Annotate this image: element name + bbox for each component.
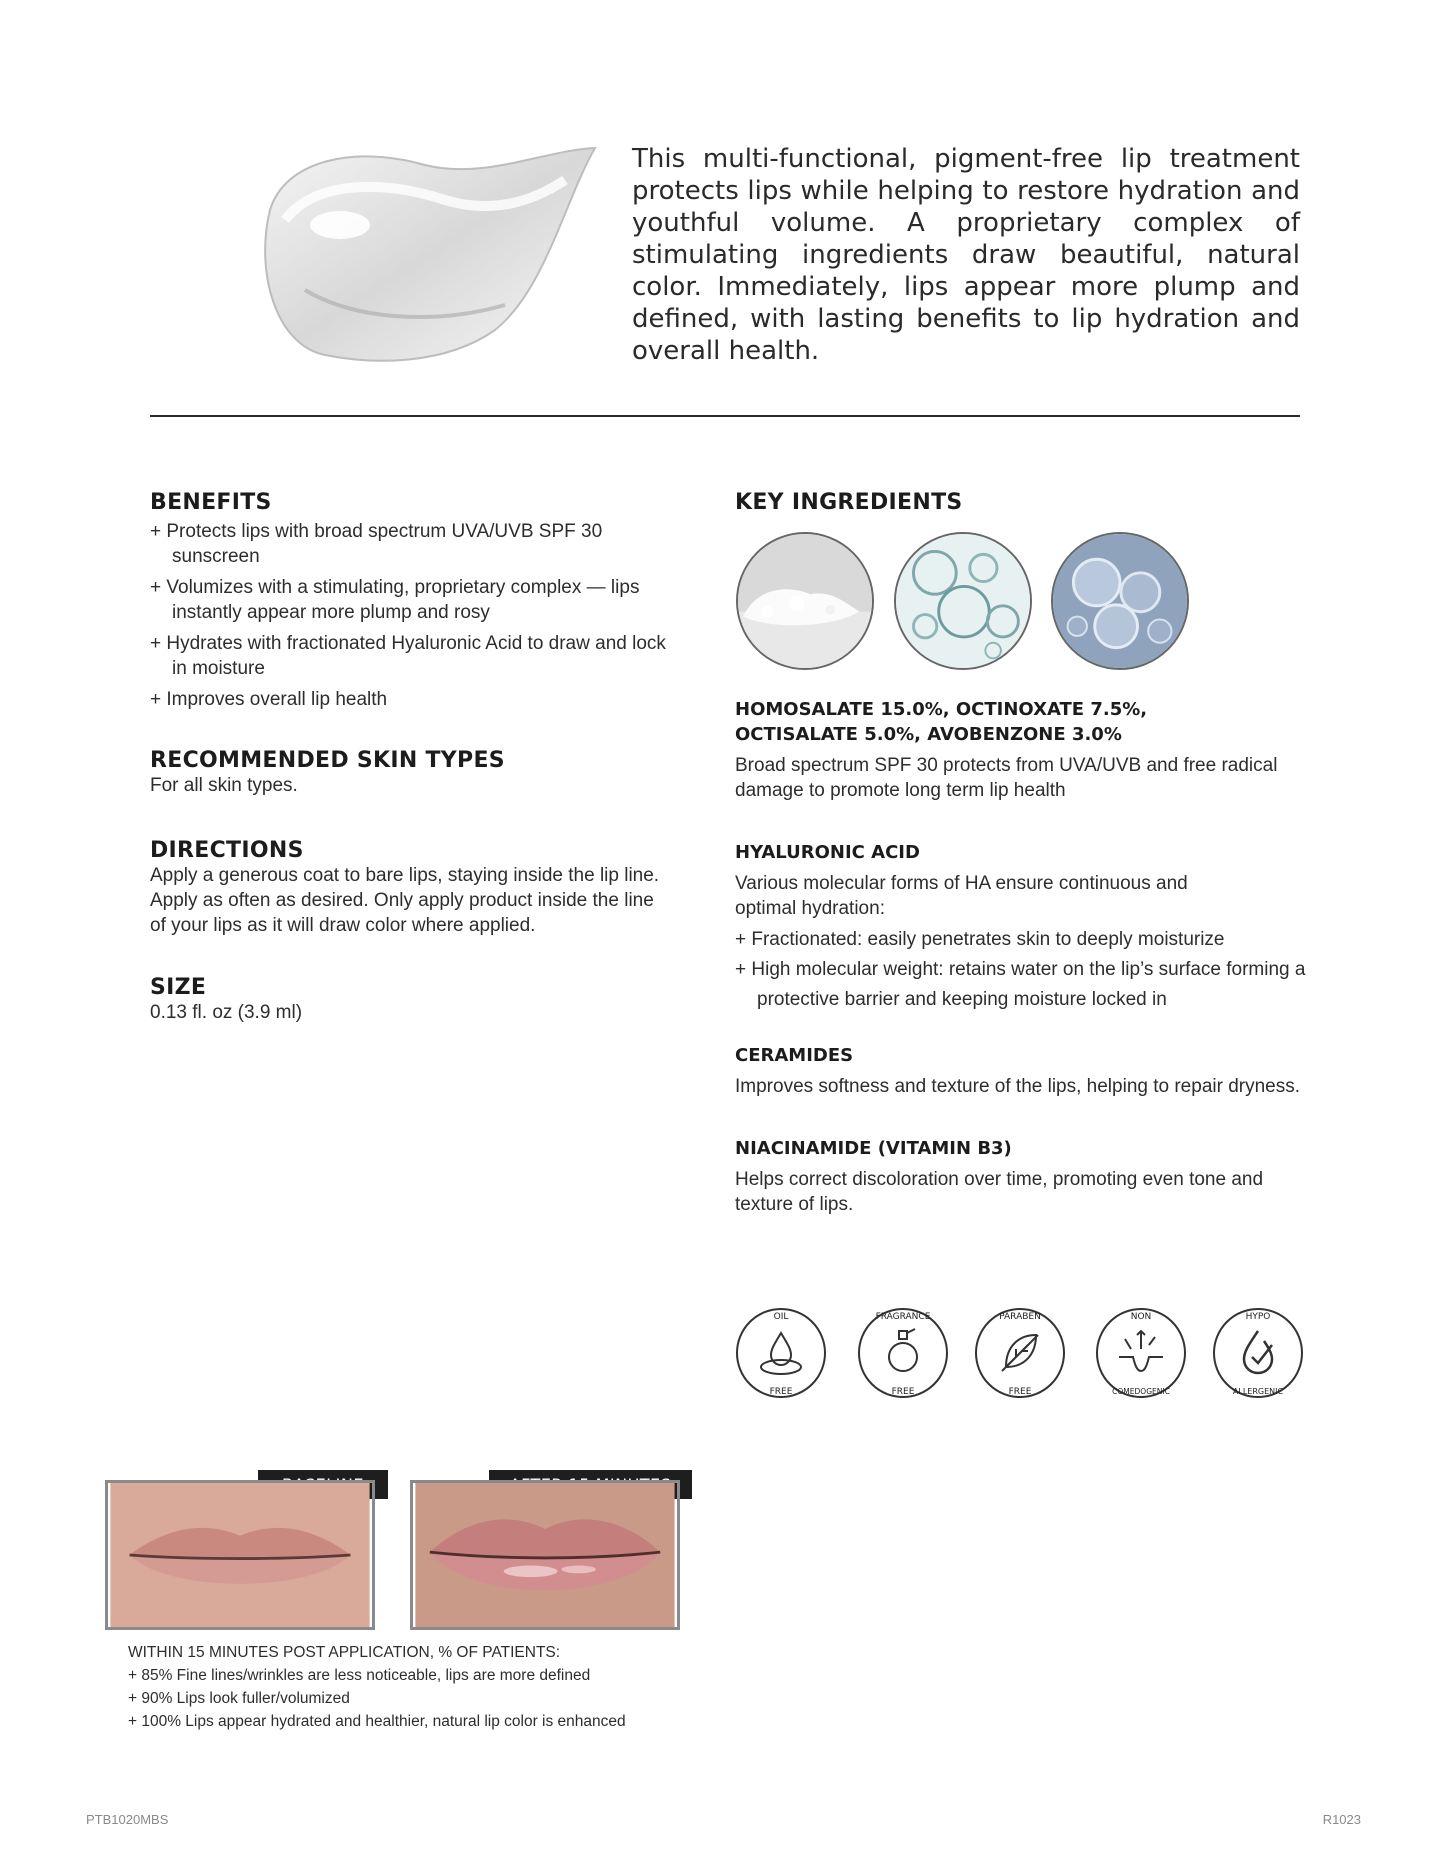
skin-types-text: For all skin types. (150, 775, 298, 796)
size-heading: SIZE (150, 975, 207, 1000)
ingredient-gel-bubbles-image (894, 532, 1032, 670)
skin-types-section (150, 748, 670, 798)
ingredient-ceramides (735, 1043, 1335, 1099)
directions-section (150, 838, 660, 938)
ingredient-hyaluronic-acid (735, 840, 1335, 1015)
ingredient-ha-text: Various molecular forms of HA ensure continuous and optimal hydration: (735, 873, 1188, 919)
leaf-icon (1002, 1335, 1038, 1371)
size-text: 0.13 fl. oz (3.9 ml) (150, 1002, 303, 1023)
product-swatch-image (245, 140, 615, 375)
ingredient-molecules-image (1051, 532, 1189, 670)
result-item: + 90% Lips look fuller/volumized (128, 1690, 350, 1707)
ingredient-powder-image (736, 532, 874, 670)
ingredient-ha-item: + High molecular weight: retains water on the lip’s surface forming a protective barrier and keeping moisture locked in (735, 959, 1306, 1010)
intro-paragraph: This multi-functional, pigment-free lip treatment protects lips while helping to restore hydration and youthful volume. A proprietary complex of stimulating ingredients draw beautiful, natural color. Immediately, lips appear more plump and defined, with lasting benefits to lip hydration and overall health. (632, 144, 1300, 366)
badge-bottom-label: FREE (769, 1387, 793, 1397)
ingredient-ceramides-title: CERAMIDES (735, 1045, 854, 1066)
ingredient-spf-text: Broad spectrum SPF 30 protects from UVA/UVB and free radical damage to promote long term lip health (735, 755, 1278, 801)
badge-top-label: FRAGRANCE (875, 1312, 931, 1322)
check-drop-icon (1244, 1331, 1272, 1373)
key-ingredients-heading: KEY INGREDIENTS (735, 490, 963, 515)
benefit-item: + Protects lips with broad spectrum UVA/UVB SPF 30 sunscreen (150, 521, 603, 567)
hypoallergenic-badge (1210, 1305, 1306, 1401)
ingredient-ha-title: HYALURONIC ACID (735, 842, 920, 863)
pore-icon (1119, 1331, 1163, 1371)
badge-bottom-label: ALLERGENIC (1232, 1387, 1284, 1396)
ingredient-niacinamide-title: NIACINAMIDE (VITAMIN B3) (735, 1138, 1012, 1159)
skin-types-heading: RECOMMENDED SKIN TYPES (150, 748, 505, 773)
badge-bottom-label: FREE (891, 1387, 915, 1397)
fragrance-free-badge (855, 1305, 951, 1401)
results-heading: WITHIN 15 MINUTES POST APPLICATION, % OF PATIENTS: (128, 1644, 561, 1661)
results-section (128, 1641, 828, 1733)
badge-top-label: OIL (773, 1312, 789, 1322)
size-section (150, 975, 660, 1025)
non-comedogenic-badge (1093, 1305, 1189, 1401)
ingredient-niacinamide (735, 1136, 1335, 1217)
benefits-heading: BENEFITS (150, 490, 272, 515)
badge-bottom-label: FREE (1008, 1387, 1032, 1397)
benefit-item: + Improves overall lip health (150, 689, 388, 710)
section-divider (150, 415, 1300, 417)
ingredient-ceramides-text: Improves softness and texture of the lips, helping to repair dryness. (735, 1076, 1301, 1097)
benefit-item: + Volumizes with a stimulating, proprietary complex — lips instantly appear more plump and rosy (150, 577, 640, 623)
paraben-free-badge (972, 1305, 1068, 1401)
baseline-lips-photo (105, 1480, 375, 1630)
oil-drop-icon (761, 1333, 801, 1374)
directions-text: Apply a generous coat to bare lips, staying inside the lip line. Apply as often as desired. Only apply product inside the line of your lips as it will draw color where applied. (150, 865, 660, 936)
footer-revision: R1023 (1322, 1812, 1361, 1827)
ingredient-spf-title-1: HOMOSALATE 15.0%, OCTINOXATE 7.5%, (735, 699, 1148, 720)
badge-top-label: PARABEN (999, 1312, 1041, 1322)
benefits-section (150, 490, 670, 718)
badge-top-label: NON (1130, 1312, 1152, 1322)
ingredient-ha-item: + Fractionated: easily penetrates skin to deeply moisturize (735, 929, 1225, 950)
footer-code: PTB1020MBS (86, 1812, 169, 1827)
oil-free-badge (733, 1305, 829, 1401)
badge-top-label: HYPO (1245, 1312, 1271, 1322)
ingredient-niacinamide-text: Helps correct discoloration over time, promoting even tone and texture of lips. (735, 1169, 1264, 1215)
ingredient-spf-title-2: OCTISALATE 5.0%, AVOBENZONE 3.0% (735, 724, 1122, 745)
benefit-item: + Hydrates with fractionated Hyaluronic Acid to draw and lock in moisture (150, 633, 666, 679)
directions-heading: DIRECTIONS (150, 838, 304, 863)
after-lips-photo (410, 1480, 680, 1630)
result-item: + 85% Fine lines/wrinkles are less noticeable, lips are more defined (128, 1667, 591, 1684)
perfume-bottle-icon (889, 1329, 917, 1371)
result-item: + 100% Lips appear hydrated and healthier, natural lip color is enhanced (128, 1713, 626, 1730)
ingredient-spf (735, 697, 1335, 803)
badge-bottom-label: COMEDOGENIC (1112, 1387, 1170, 1396)
